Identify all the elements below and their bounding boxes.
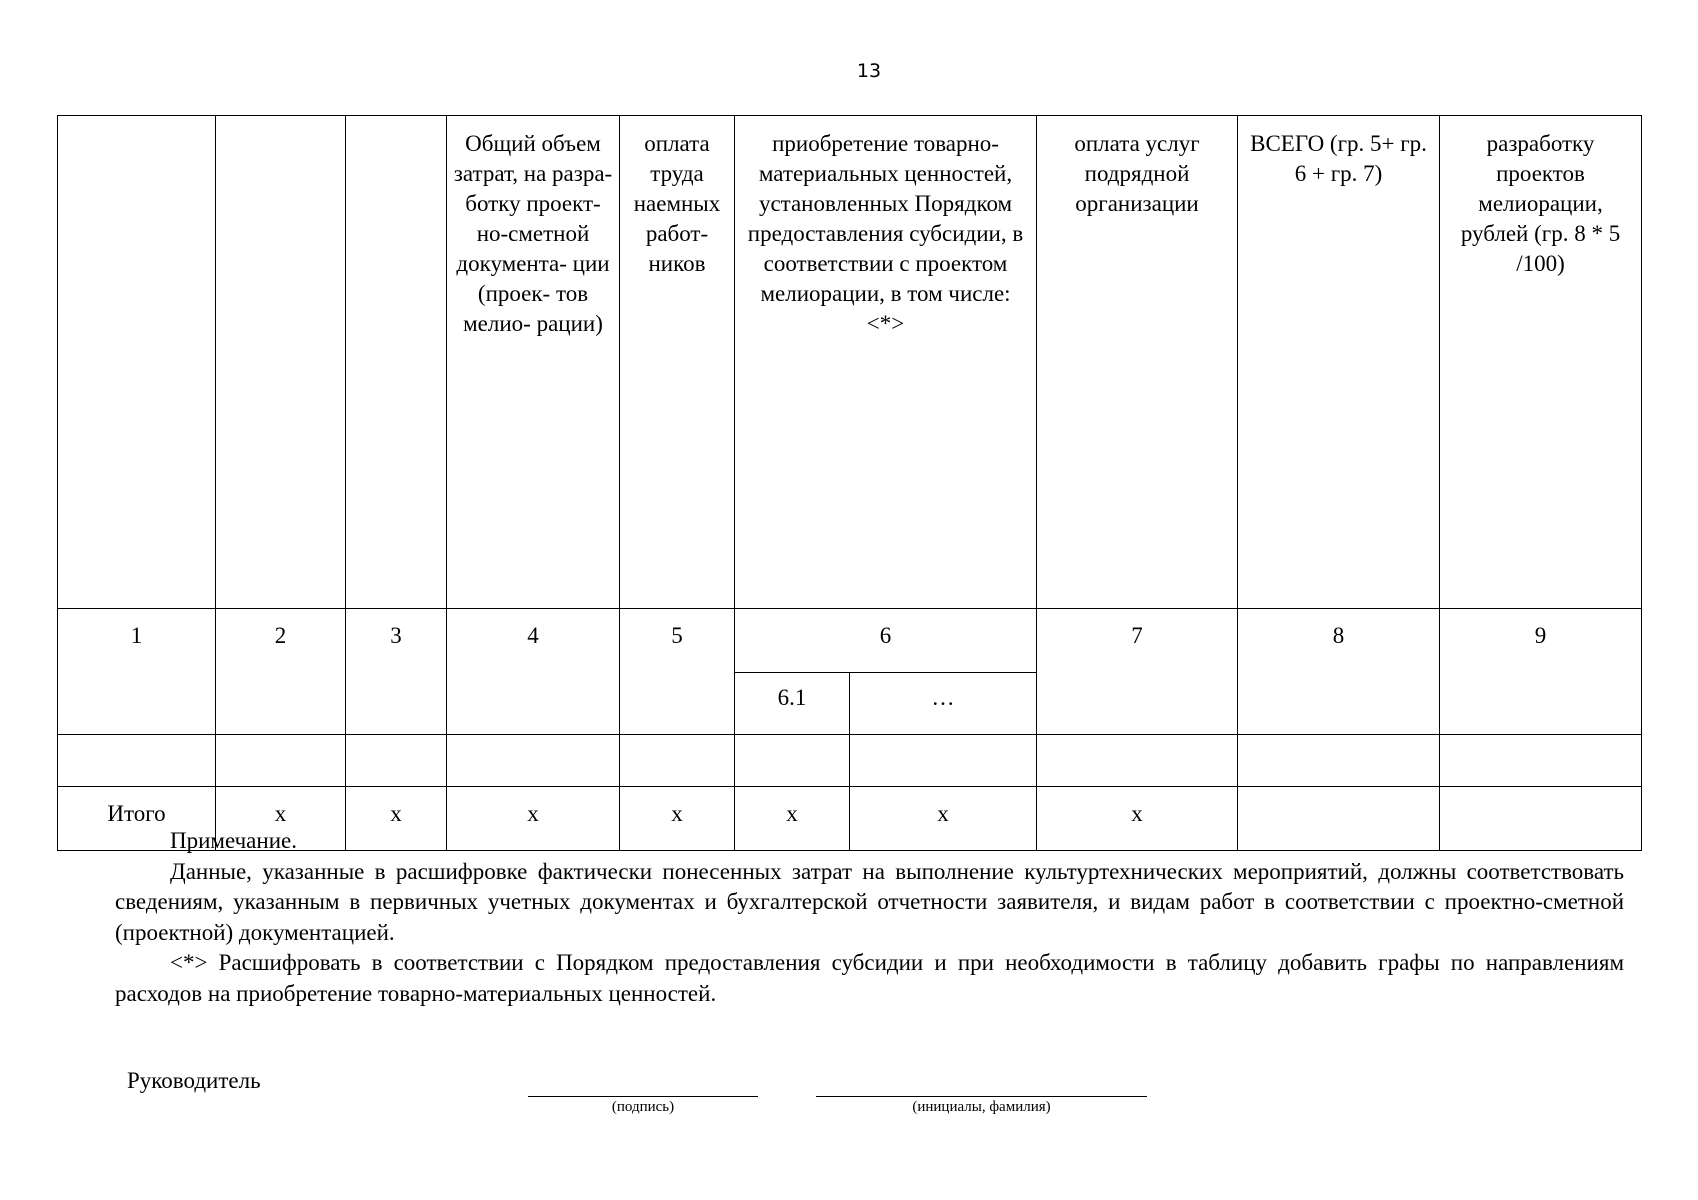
table-cell: [850, 735, 1037, 787]
table-cell: [620, 735, 735, 787]
signature-caption: (подпись): [611, 1099, 675, 1115]
header-cell-8: ВСЕГО (гр. 5+ гр. 6 + гр. 7): [1238, 116, 1440, 609]
header-cell-5: оплата труда наемных работ- ников: [620, 116, 735, 609]
column-number-3: 3: [346, 609, 447, 735]
column-number-5: 5: [620, 609, 735, 735]
table-cell: [1238, 735, 1440, 787]
column-number-2: 2: [216, 609, 346, 735]
table-cell: [447, 735, 620, 787]
table-cell: [1440, 735, 1642, 787]
sub-column-6-1: 6.1: [735, 673, 850, 735]
total-cell: х: [1037, 787, 1238, 851]
header-cell-6: приобретение товарно- материальных ценностей, установленных Порядком предоставления субсидии, в соответствии с проектом мелиорации, в том числе: <*>: [735, 116, 1037, 609]
table-cell: [216, 735, 346, 787]
column-number-7: 7: [1037, 609, 1238, 735]
header-cell-4: Общий объем затрат, на разра- ботку проект- но-сметной документа- ции (проек- тов мелио- рации): [447, 116, 620, 609]
notes-title: Примечание.: [170, 828, 297, 853]
total-cell: х: [447, 787, 620, 851]
total-cell: х: [620, 787, 735, 851]
notes-section: [115, 826, 1624, 1009]
page-number: 13: [856, 60, 882, 82]
column-number-4: 4: [447, 609, 620, 735]
table-cell: [1037, 735, 1238, 787]
total-cell: х: [216, 787, 346, 851]
header-cell-1: [58, 116, 216, 609]
signature-line: [528, 1096, 758, 1097]
expense-table: [57, 115, 1642, 851]
table-cell: [735, 735, 850, 787]
table-cell: [58, 735, 216, 787]
total-cell: х: [850, 787, 1037, 851]
notes-paragraph-1: Данные, указанные в расшифровке фактически понесенных затрат на выполнение культуртехнических мероприятий, должны соответствовать сведениям, указанным в первичных учетных документах и бухгалтерской отчетности заявителя, и видам работ в соответствии с проектно-сметной (проектной) документацией.: [115, 858, 1624, 945]
column-number-8: 8: [1238, 609, 1440, 735]
header-cell-3: [346, 116, 447, 609]
column-number-1: 1: [58, 609, 216, 735]
name-caption: (инициалы, фамилия): [912, 1099, 1051, 1115]
total-cell: х: [735, 787, 850, 851]
total-cell: х: [346, 787, 447, 851]
column-number-9: 9: [1440, 609, 1642, 735]
table-cell: [346, 735, 447, 787]
total-label: Итого: [58, 787, 216, 851]
sub-column-6-more: …: [850, 673, 1037, 735]
notes-paragraph-2: <*> Расшифровать в соответствии с Порядком предоставления субсидии и при необходимости в таблицу добавить графы по направлениям расходов на приобретение товарно-материальных ценностей.: [115, 950, 1624, 1006]
header-cell-9: разработку проектов мелиорации, рублей (гр. 8 * 5 /100): [1440, 116, 1642, 609]
signature-label: Руководитель: [127, 1068, 261, 1093]
column-number-6: 6: [735, 609, 1037, 673]
header-cell-7: оплата услуг подрядной организации: [1037, 116, 1238, 609]
empty-data-row: [58, 735, 1642, 787]
name-line: [816, 1096, 1147, 1097]
table-header-row: [58, 116, 1642, 609]
column-number-row: [58, 609, 1642, 673]
header-cell-2: [216, 116, 346, 609]
